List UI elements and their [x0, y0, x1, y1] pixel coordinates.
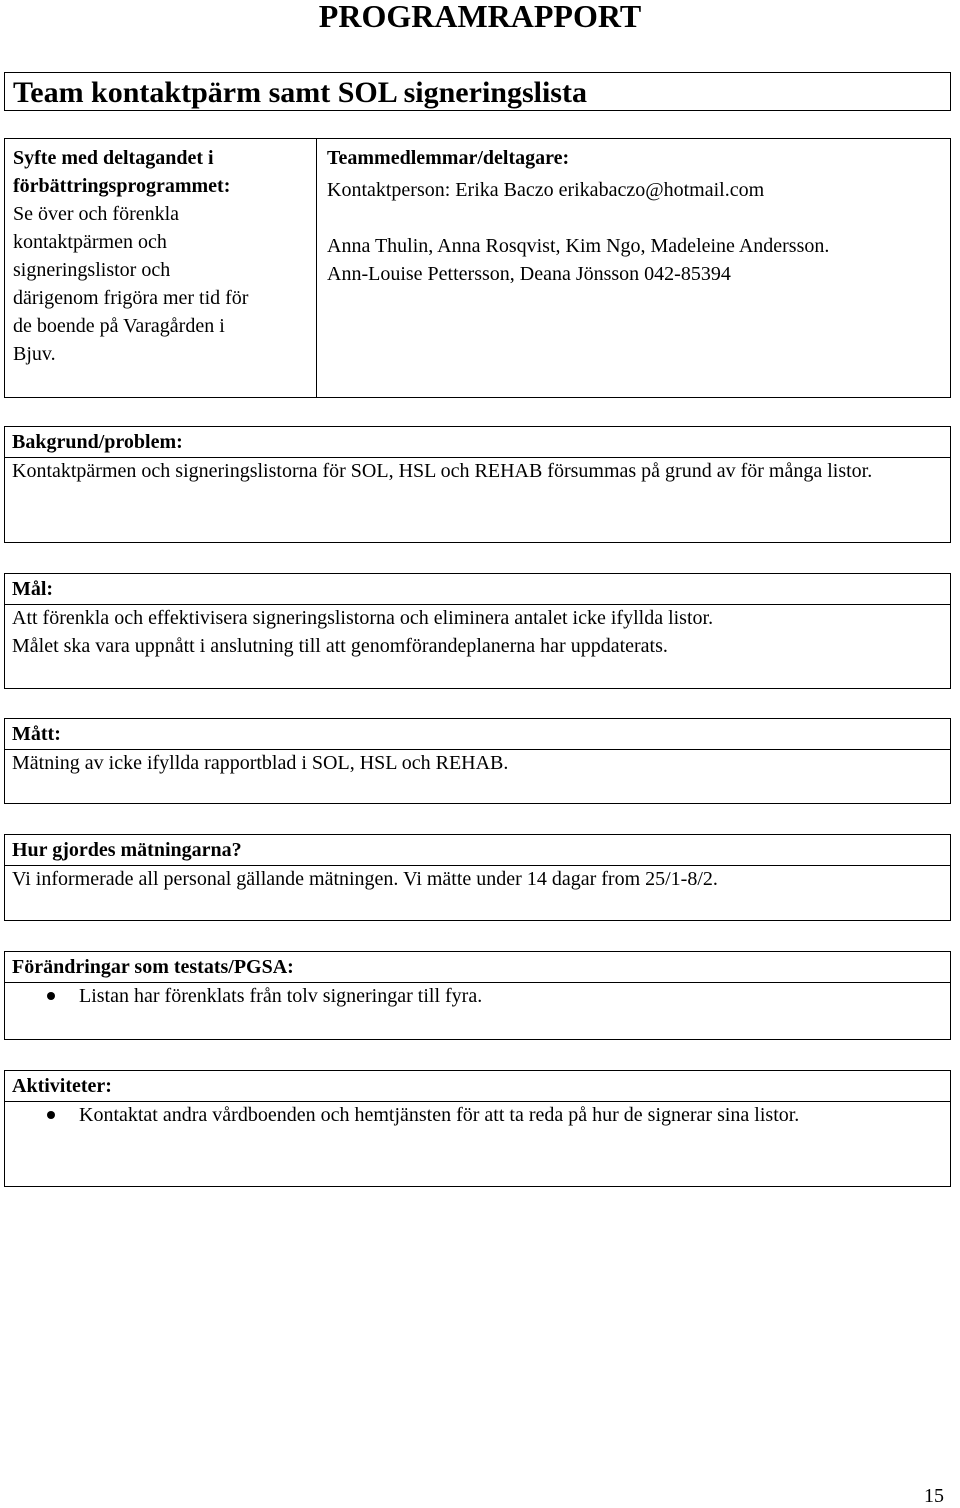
members-line-2: Ann-Louise Pettersson, Deana Jönsson 042-85394: [327, 263, 731, 285]
page-number: 15: [924, 1485, 944, 1507]
members-label: Teammedlemmar/deltagare:: [327, 147, 570, 169]
activities-item-text: Kontaktat andra vårdboenden och hemtjänsten för att ta reda på hur de signerar sina listor.: [79, 1104, 800, 1126]
purpose-members-box: [4, 138, 951, 398]
activities-list: [5, 1101, 942, 1129]
changes-item-text: Listan har förenklats från tolv signeringar till fyra.: [79, 985, 483, 1007]
how-content: [12, 865, 942, 893]
purpose-text-line: kontaktpärmen och: [13, 231, 167, 253]
changes-label: Förändringar som testats/PGSA:: [12, 956, 294, 978]
team-title: Team kontaktpärm samt SOL signeringslista: [13, 76, 587, 109]
goal-content: [12, 604, 942, 660]
measure-label: Mått:: [12, 723, 61, 745]
activities-label-row: [5, 1071, 950, 1102]
purpose-text-line: Bjuv.: [13, 343, 56, 365]
measure-text: Mätning av icke ifyllda rapportblad i SOL, HSL och REHAB.: [12, 752, 509, 774]
measure-label-row: [5, 719, 950, 750]
activities-label: Aktiviteter:: [12, 1075, 112, 1097]
purpose-label-line1: Syfte med deltagandet i: [13, 147, 214, 169]
background-content: [12, 457, 942, 485]
changes-content: [5, 982, 942, 1010]
background-label: Bakgrund/problem:: [12, 431, 183, 453]
team-title-box: [4, 72, 951, 111]
members-line-1: Anna Thulin, Anna Rosqvist, Kim Ngo, Madeleine Andersson.: [327, 235, 830, 257]
measure-box: [4, 718, 951, 804]
purpose-text-line: de boende på Varagården i: [13, 315, 225, 337]
measure-content: [12, 749, 942, 777]
goal-box: [4, 573, 951, 689]
changes-box: [4, 951, 951, 1040]
members-section: [317, 139, 950, 397]
list-item: [5, 982, 942, 1010]
purpose-text-line: därigenom frigöra mer tid för: [13, 287, 249, 309]
changes-label-row: [5, 952, 950, 983]
goal-label: Mål:: [12, 578, 54, 600]
purpose-label-line2: förbättringsprogrammet:: [13, 175, 231, 197]
page-title: PROGRAMRAPPORT: [318, 0, 642, 34]
how-label: Hur gjordes mätningarna?: [12, 839, 242, 861]
how-box: [4, 834, 951, 921]
activities-content: [5, 1101, 942, 1129]
background-label-row: [5, 427, 950, 458]
bullet-icon: [47, 1111, 55, 1119]
how-text: Vi informerade all personal gällande mätningen. Vi mätte under 14 dagar from 25/1-8/2.: [12, 868, 718, 890]
goal-line-1: Att förenkla och effektivisera signeringslistorna och eliminera antalet icke ifyllda listor.: [12, 607, 714, 629]
contact-person: Kontaktperson: Erika Baczo erikabaczo@hotmail.com: [327, 179, 765, 201]
goal-line-2: Målet ska vara uppnått i anslutning till att genomförandeplanerna har uppdaterats.: [12, 635, 668, 657]
background-text: Kontaktpärmen och signeringslistorna för SOL, HSL och REHAB försummas på grund av för många listor.: [12, 460, 873, 482]
purpose-text-line: Se över och förenkla: [13, 203, 180, 225]
changes-list: [5, 982, 942, 1010]
purpose-section: [5, 139, 317, 397]
how-label-row: [5, 835, 950, 866]
bullet-icon: [47, 992, 55, 1000]
activities-box: [4, 1070, 951, 1187]
purpose-text-line: signeringslistor och: [13, 259, 171, 281]
background-box: [4, 426, 951, 543]
goal-label-row: [5, 574, 950, 605]
list-item: [5, 1101, 942, 1129]
